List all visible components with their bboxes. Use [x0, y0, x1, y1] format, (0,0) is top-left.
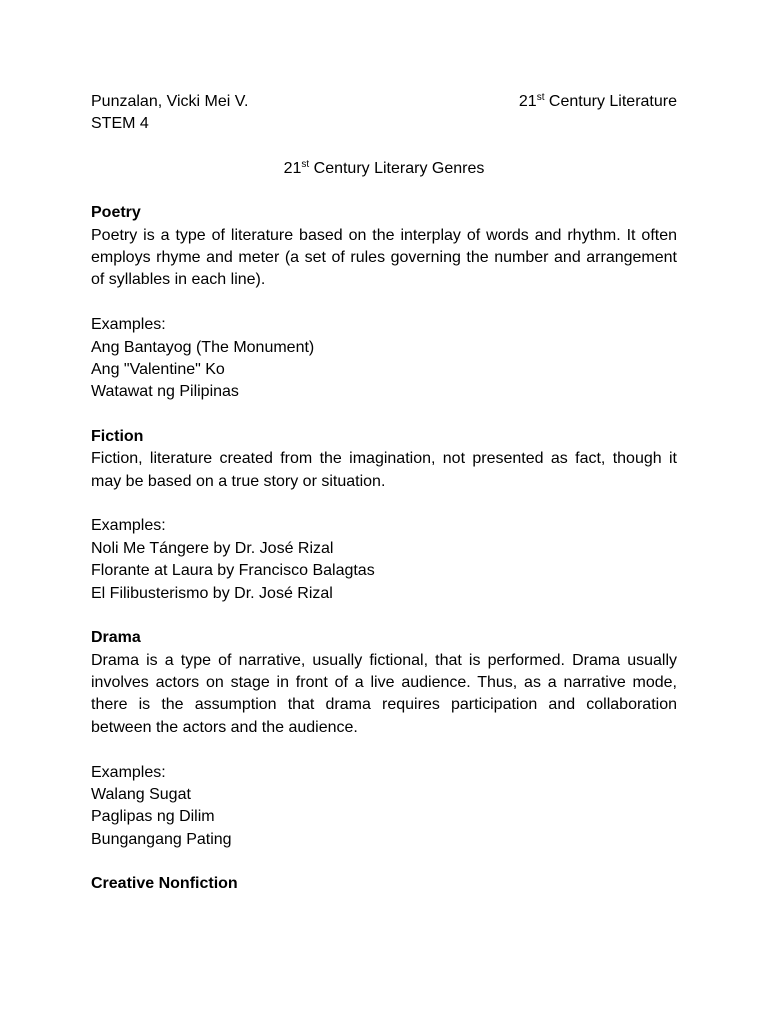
course-name — [519, 91, 677, 113]
example-item: El Filibusterismo by Dr. José Rizal — [91, 584, 333, 602]
course-ordinal-suffix: st — [536, 92, 545, 103]
example-item: Ang "Valentine" Ko — [91, 361, 225, 379]
section-creative-nonfiction — [91, 873, 677, 895]
title-number: 21 — [283, 159, 302, 177]
student-name: Punzalan, Vicki Mei V. — [91, 93, 249, 110]
example-item: Watawat ng Pilipinas — [91, 383, 239, 401]
document-content — [91, 91, 677, 896]
course-number: 21 — [518, 93, 537, 110]
examples-label: Examples: — [91, 316, 166, 334]
examples-label: Examples: — [91, 763, 166, 781]
header-row — [91, 91, 677, 113]
course-name-rest: Century Literature — [544, 93, 677, 110]
section-body: Fiction, literature created from the imagination, not presented as fact, though it may be based on a true story or situation. — [91, 450, 677, 490]
section-heading: Creative Nonfiction — [91, 875, 238, 893]
section-fiction — [91, 426, 677, 605]
example-item: Ang Bantayog (The Monument) — [91, 338, 315, 356]
section-body: Poetry is a type of literature based on the interplay of words and rhythm. It often employs rhyme and meter (a set of rules governing the number and arrangement of syllables in each line). — [91, 226, 677, 289]
example-item: Walang Sugat — [91, 785, 191, 803]
section-heading: Poetry — [91, 204, 141, 222]
examples-list — [91, 314, 677, 404]
title-ordinal-suffix: st — [301, 158, 310, 170]
document-title — [91, 158, 677, 180]
title-rest: Century Literary Genres — [309, 159, 485, 177]
section-poetry — [91, 202, 677, 404]
examples-list — [91, 515, 677, 605]
examples-label: Examples: — [91, 517, 166, 535]
section-body: Drama is a type of narrative, usually fictional, that is performed. Drama usually involves actors on stage in front of a live audience. Thus, as a narrative mode, there is the assumption that drama requires participation and collaboration between the actors and the audience. — [91, 651, 677, 736]
example-item: Paglipas ng Dilim — [91, 808, 215, 826]
student-section: STEM 4 — [91, 115, 149, 133]
examples-list — [91, 762, 677, 852]
section-drama — [91, 627, 677, 851]
example-item: Bungangang Pating — [91, 830, 232, 848]
example-item: Florante at Laura by Francisco Balagtas — [91, 562, 375, 580]
section-heading: Fiction — [91, 427, 144, 445]
example-item: Noli Me Tángere by Dr. José Rizal — [91, 539, 334, 557]
section-heading: Drama — [91, 629, 141, 647]
